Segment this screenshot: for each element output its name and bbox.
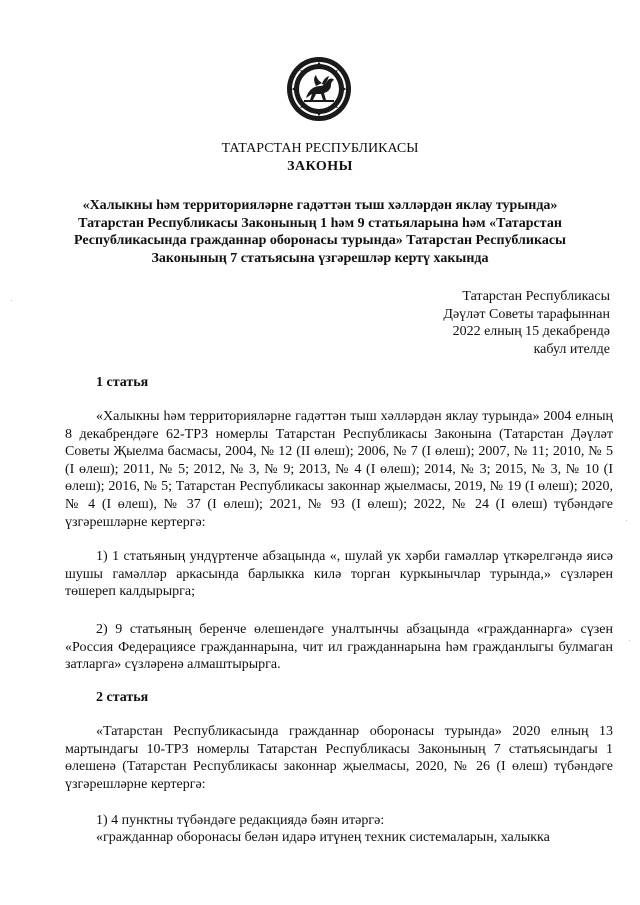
law-title: «Халыкны һәм территорияләрне гадәттән тыш хәлләрдән яклау турында» Татарстан Республикасы Законының 1 һәм 9 статьяларына һәм «Татарстан Республикасында гражданнар оборонасы турында» Татарстан Республикасы Законының 7 статьясына үзгәрешләр кертү хакында [74, 198, 566, 266]
adoption-block [400, 288, 610, 358]
article-1-heading: 1 статья [96, 375, 149, 390]
adoption-line: Дәүләт Советы тарафыннан [443, 306, 610, 322]
article-1-item-2: 2) 9 статьяның беренче өлешендәге уналтынчы абзацында «гражданнарга» сүзен «Россия Федерациясе гражданнарына, чит ил гражданнарына һәм гражданлыгы булмаган затларга» сүзләренә алмаштырырга. [65, 622, 613, 673]
adoption-line: кабул ителде [533, 341, 610, 357]
article-2-item-1: 1) 4 пунктны түбәндәге редакциядә бәян итәргә: [96, 813, 385, 828]
tatarstan-coat-of-arms-icon [286, 56, 352, 122]
republic-heading: ТАТАРСТАН РЕСПУБЛИКАСЫ [221, 141, 419, 156]
law-heading: ЗАКОНЫ [287, 159, 353, 174]
scan-speck [626, 520, 627, 521]
scan-speck [11, 300, 12, 301]
article-2-item-1-text: «гражданнар оборонасы белән идарә итүнең техник системаларын, халыкка [96, 830, 550, 845]
article-1-intro: «Халыкны һәм территорияләрне гадәттән тыш хәлләрдән яклау турында» 2004 елның 8 декабрендәге 62-ТРЗ номерлы Татарстан Республикасы Законына (Татарстан Дәүләт Советы Җыелма басмасы, 2004, № 12 (II өлеш); 2006, № 7 (I өлеш); 2007, № 11; 2010, № 5 (I өлеш); 2011, № 5; 2012, № 3, № 9; 2013, № 4 (I өлеш); 2014, № 3; 2015, № 3, № 10 (I өлеш); 2016, № 5; Татарстан Республикасы законнар җыелмасы, 2019, № 19 (I өлеш); 2020, № 4 (I өлеш), № 37 (I өлеш); 2021, № 93 (I өлеш); 2022, № 24 (I өлеш) түбәндәге үзгәрешләрне кертергә: [65, 409, 613, 530]
article-1-item-1: 1) 1 статьяның ундүртенче абзацында «, шулай ук хәрби гамәлләр үткәрелгәндә яисә шушы гамәлләр аркасында барлыкка килә торган куркынычлар турында,» сүзләрен төшереп калдырырга; [65, 549, 613, 600]
adoption-line: Татарстан Республикасы [462, 289, 610, 304]
adoption-line: 2022 елның 15 декабрендә [452, 324, 610, 339]
scan-speck [629, 640, 630, 641]
article-2-heading: 2 статья [96, 690, 149, 705]
article-2-intro: «Татарстан Республикасында гражданнар оборонасы турында» 2020 елның 13 мартындагы 10-ТРЗ номерлы Татарстан Республикасы Законының 7 статьясындагы 1 өлешенә (Татарстан Республикасы законнар җыелмасы, 2020, № 26 (I өлеш) түбәндәге үзгәрешләрне кертергә: [65, 724, 613, 792]
